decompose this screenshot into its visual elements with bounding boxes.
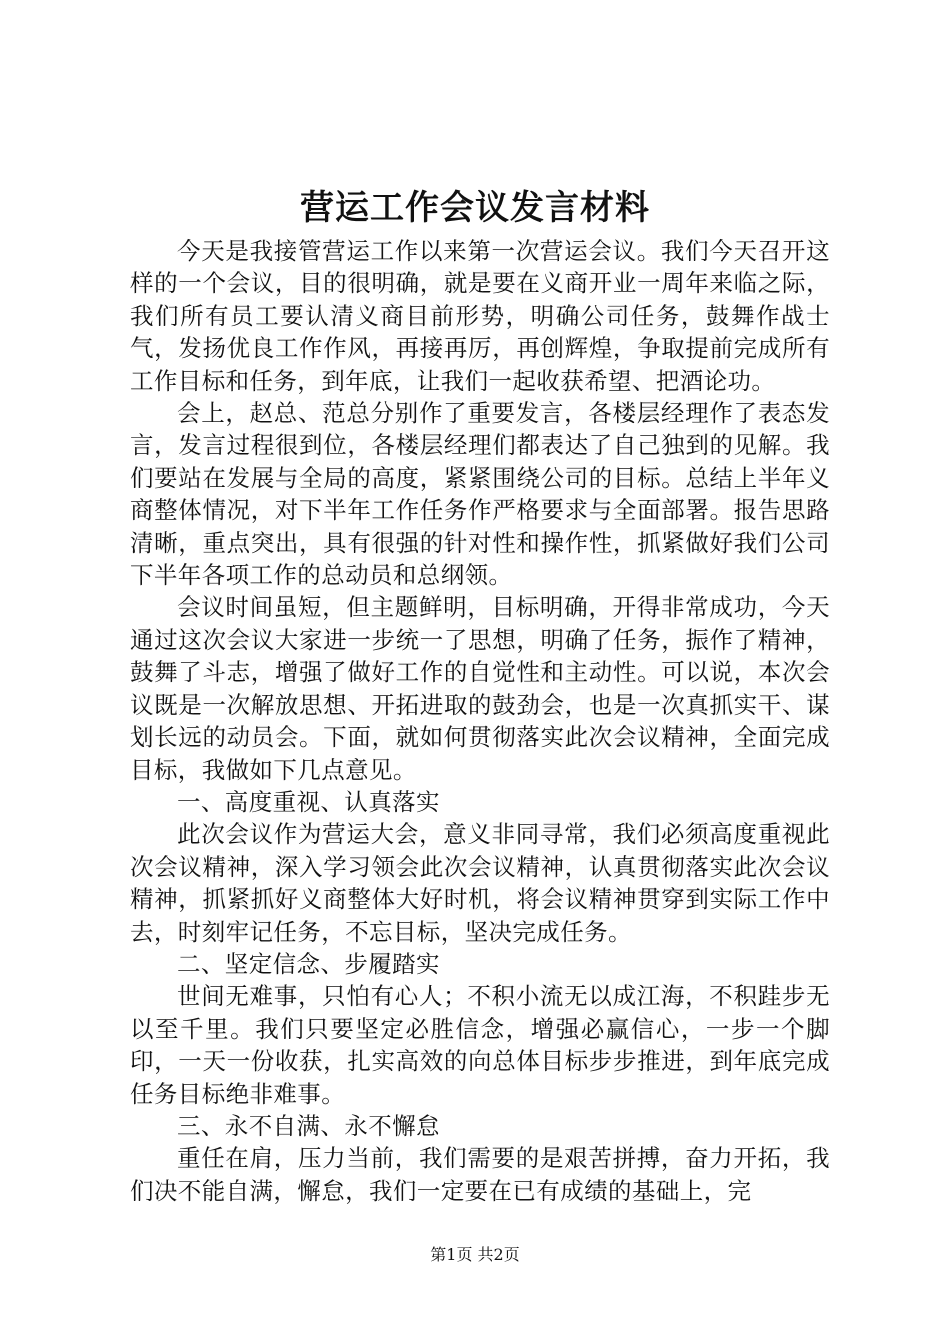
document-body <box>130 235 830 1207</box>
section-heading-1: 一、高度重视、认真落实 <box>177 787 440 816</box>
paragraph-section-2: 世间无难事，只怕有心人；不积小流无以成江海，不积跬步无以至千里。我们只要坚定必胜信念，增强必赢信心，一步一个脚印，一天一份收获，扎实高效的向总体目标步步推进，到年底完成任务目标绝非难事。 <box>130 982 830 1108</box>
section-heading-2: 二、坚定信念、步履踏实 <box>177 949 440 978</box>
paragraph-meeting-significance: 会议时间虽短，但主题鲜明，目标明确，开得非常成功，今天通过这次会议大家进一步统一了思想，明确了任务，振作了精神，鼓舞了斗志，增强了做好工作的自觉性和主动性。可以说，本次会议既是一次解放思想、开拓进取的鼓劲会，也是一次真抓实干、谋划长远的动员会。下面，就如何贯彻落实此次会议精神，全面完成目标，我做如下几点意见。 <box>130 593 830 784</box>
paragraph-meeting-summary: 会上，赵总、范总分别作了重要发言，各楼层经理作了表态发言，发言过程很到位，各楼层经理们都表达了自己独到的见解。我们要站在发展与全局的高度，紧紧围绕公司的目标。总结上半年义商整体情况，对下半年工作任务作严格要求与全面部署。报告思路清晰，重点突出，具有很强的针对性和操作性，抓紧做好我们公司下半年各项工作的总动员和总纲领。 <box>130 399 830 590</box>
paragraph-section-3: 重任在肩，压力当前，我们需要的是艰苦拼搏，奋力开拓，我们决不能自满，懈怠，我们一定要在已有成绩的基础上，完 <box>130 1144 830 1205</box>
section-heading-3: 三、永不自满、永不懈怠 <box>177 1111 440 1140</box>
page-footer: 第1页 共2页 <box>430 1245 520 1264</box>
paragraph-section-1: 此次会议作为营运大会，意义非同寻常，我们必须高度重视此次会议精神，深入学习领会此次会议精神，认真贯彻落实此次会议精神，抓紧抓好义商整体大好时机，将会议精神贯穿到实际工作中去，时刻牢记任务，不忘目标，坚决完成任务。 <box>130 820 830 946</box>
paragraph-intro: 今天是我接管营运工作以来第一次营运会议。我们今天召开这样的一个会议，目的很明确，就是要在义商开业一周年来临之际，我们所有员工要认清义商目前形势，明确公司任务，鼓舞作战士气，发扬优良工作作风，再接再厉，再创辉煌，争取提前完成所有工作目标和任务，到年底，让我们一起收获希望、把酒论功。 <box>130 237 830 395</box>
document-title: 营运工作会议发言材料 <box>300 188 650 228</box>
